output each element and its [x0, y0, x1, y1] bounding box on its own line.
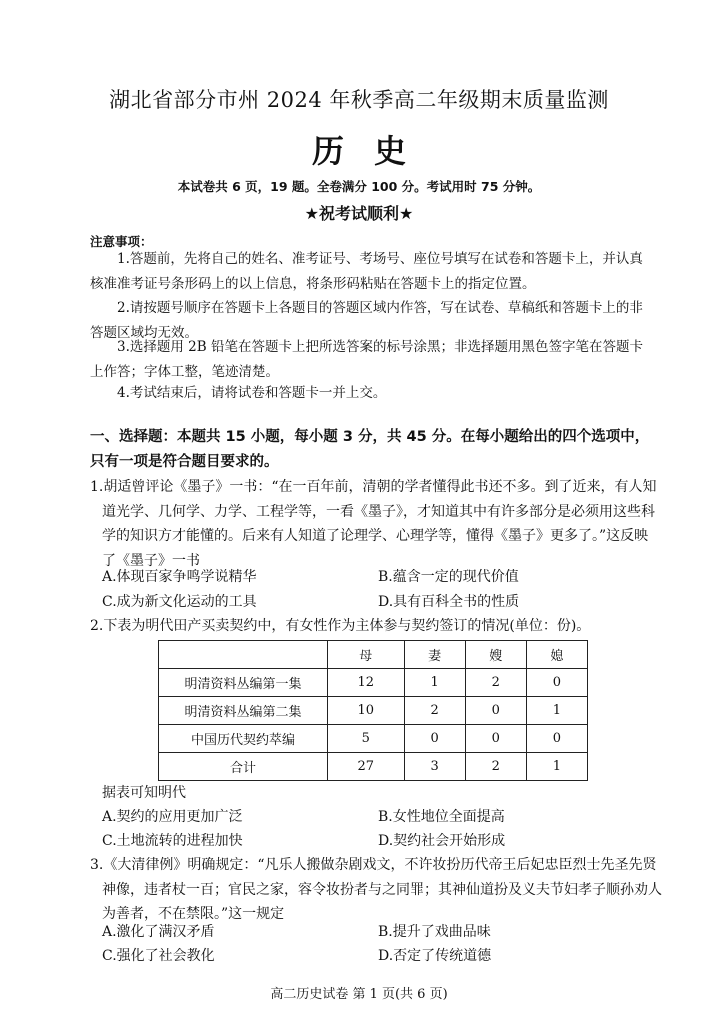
notice-item-2: 2.请按题号顺序在答题卡上各题目的答题区域内作答，写在试卷、草稿纸和答题卡上的非答题区域均无效。 [90, 300, 643, 341]
table-cell: 3 [404, 753, 465, 781]
table-cell: 2 [404, 697, 465, 725]
question-2-option-d: D.契约社会开始形成 [378, 833, 506, 849]
table-cell: 0 [465, 697, 526, 725]
contract-table [158, 640, 588, 781]
page-footer: 高二历史试卷 第 1 页(共 6 页) [270, 987, 448, 1002]
question-1-option-b: B.蕴含一定的现代价值 [378, 569, 519, 585]
question-1-option-d: D.具有百科全书的性质 [378, 594, 520, 610]
table-cell: 中国历代契约萃编 [159, 725, 328, 753]
table-header-row [159, 641, 588, 669]
question-2-stem: 2.下表为明代田产买卖契约中，有女性作为主体参与契约签订的情况(单位：份)。 [90, 618, 591, 634]
table-header-cell: 母 [328, 641, 405, 669]
question-3-option-c: C.强化了社会教化 [102, 948, 215, 964]
question-3-stem: 3.《大清律例》明确规定：“凡乐人搬做杂剧戏文，不许妆扮历代帝王后妃忠臣烈士先圣先贤神像，违者杖一百；官民之家，容令妆扮者与之同罪；其神仙道扮及义夫节妇孝子顺孙劝人为善者，不在禁限。”这一规定 [90, 857, 662, 922]
question-1-option-c: C.成为新文化运动的工具 [102, 594, 257, 610]
table-cell: 12 [328, 669, 405, 697]
table-cell: 明清资料丛编第二集 [159, 697, 328, 725]
table-header-cell [159, 641, 328, 669]
table-total-row [159, 753, 588, 781]
table-row [159, 669, 588, 697]
table-cell: 合计 [159, 753, 328, 781]
table-cell: 5 [328, 725, 405, 753]
table-cell: 0 [526, 725, 587, 753]
good-luck-banner: ★祝考试顺利★ [304, 204, 414, 223]
table-cell: 2 [465, 753, 526, 781]
question-2-option-c: C.土地流转的进程加快 [102, 833, 243, 849]
question-2-prompt: 据表可知明代 [102, 785, 186, 801]
table-header-cell: 妻 [404, 641, 465, 669]
table-header-cell: 嫂 [465, 641, 526, 669]
subject-title: 历史 [311, 132, 436, 170]
table-row [159, 697, 588, 725]
notice-item-4: 4.考试结束后，请将试卷和答题卡一并上交。 [117, 385, 387, 401]
question-1-stem: 1.胡适曾评论《墨子》一书：“在一百年前，清朝的学者懂得此书还不多。到了近来，有人知道光学、几何学、力学、工程学等，一看《墨子》，才知道其中有许多部分是必须用这些科学的知识方才能懂的。后来有人知道了论理学、心理学等，懂得《墨子》更多了。”这反映了《墨子》一书 [90, 479, 657, 569]
table-cell: 0 [404, 725, 465, 753]
table-cell: 1 [404, 669, 465, 697]
exam-title: 湖北省部分市州 2024 年秋季高二年级期末质量监测 [109, 88, 609, 112]
table-cell: 27 [328, 753, 405, 781]
section-heading: 一、选择题：本题共 15 小题，每小题 3 分，共 45 分。在每小题给出的四个选项中，只有一项是符合题目要求的。 [90, 429, 650, 470]
question-3-option-a: A.激化了满汉矛盾 [102, 924, 215, 940]
table-header-cell: 媳 [526, 641, 587, 669]
table-cell: 1 [526, 697, 587, 725]
question-3-option-d: D.否定了传统道德 [378, 948, 492, 964]
question-2-option-b: B.女性地位全面提高 [378, 809, 505, 825]
notice-heading: 注意事项： [90, 234, 153, 249]
table-row [159, 725, 588, 753]
table-cell: 0 [526, 669, 587, 697]
table-cell: 2 [465, 669, 526, 697]
exam-info: 本试卷共 6 页，19 题。全卷满分 100 分。考试用时 75 分钟。 [177, 179, 541, 194]
table-cell: 1 [526, 753, 587, 781]
question-1-option-a: A.体现百家争鸣学说精华 [102, 569, 257, 585]
question-3-option-b: B.提升了戏曲品味 [378, 924, 491, 940]
notice-item-3: 3.选择题用 2B 铅笔在答题卡上把所选答案的标号涂黑；非选择题用黑色签字笔在答题卡上作答；字体工整，笔迹清楚。 [90, 339, 643, 380]
table-cell: 明清资料丛编第一集 [159, 669, 328, 697]
table-cell: 0 [465, 725, 526, 753]
question-2-option-a: A.契约的应用更加广泛 [102, 809, 243, 825]
table-cell: 10 [328, 697, 405, 725]
notice-item-1: 1.答题前，先将自己的姓名、准考证号、考场号、座位号填写在试卷和答题卡上，并认真核准准考证号条形码上的以上信息，将条形码粘贴在答题卡上的指定位置。 [90, 251, 643, 292]
